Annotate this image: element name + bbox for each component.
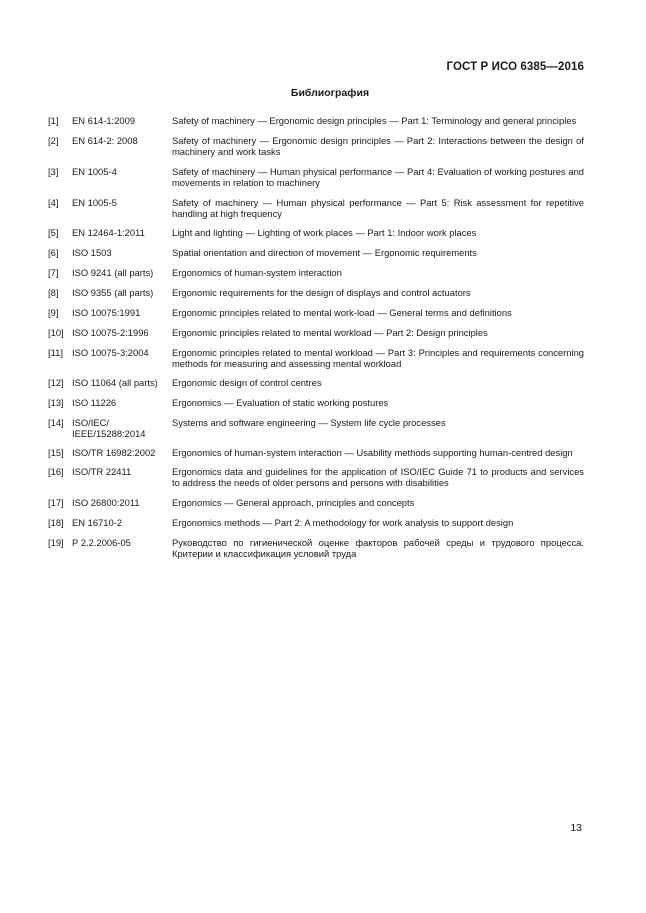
entry-standard-code: ISO 11226 xyxy=(72,397,117,408)
entry-number: [4] xyxy=(48,197,59,208)
entry-number: [14] xyxy=(48,417,64,428)
bibliography-entry xyxy=(48,466,584,488)
entry-title: Spatial orientation and direction of movement — Ergonomic requirements xyxy=(172,247,477,258)
entry-title: Ergonomic principles related to mental workload — Part 3: Principles and requirements concerning methods for measuring and assessing mental workload xyxy=(172,347,584,369)
entry-standard-code: ISO/TR 22411 xyxy=(72,466,132,477)
entry-standard-code: ISO 9355 (all parts) xyxy=(72,287,154,298)
entry-standard-code: ISO/IEC/ IEEE/15288:2014 xyxy=(72,417,146,439)
entry-standard-code: ISO 9241 (all parts) xyxy=(72,267,154,278)
entry-title: Light and lighting — Lighting of work places — Part 1: Indoor work places xyxy=(172,227,477,238)
entry-standard-code: ISO 11064 (all parts) xyxy=(72,377,158,388)
entry-number: [7] xyxy=(48,267,59,278)
entry-title: Ergonomic requirements for the design of displays and control actuators xyxy=(172,287,471,298)
entry-title: Ergonomics — General approach, principles and concepts xyxy=(172,497,415,508)
bibliography-entry xyxy=(48,166,584,188)
bibliography-entry xyxy=(48,327,584,338)
entry-number: [11] xyxy=(48,347,63,358)
entry-title: Ergonomics of human-system interaction xyxy=(172,267,342,278)
bibliography-entry xyxy=(48,135,584,157)
bibliography-entry xyxy=(48,517,584,528)
entry-number: [3] xyxy=(48,166,59,177)
entry-standard-code: EN 1005-4 xyxy=(72,166,117,177)
entry-title: Safety of machinery — Ergonomic design principles — Part 1: Terminology and general principles xyxy=(172,115,577,126)
bibliography-entry xyxy=(48,197,584,219)
entry-title: Ergonomic principles related to mental work-load — General terms and definitions xyxy=(172,307,512,318)
entry-title: Ergonomics data and guidelines for the application of ISO/IEC Guide 71 to products and services to address the needs of older persons and persons with disabilities xyxy=(172,466,584,488)
entry-standard-code: ISO 26800:2011 xyxy=(72,497,140,508)
entry-number: [5] xyxy=(48,227,59,238)
entry-number: [8] xyxy=(48,287,59,298)
entry-title: Ergonomics of human-system interaction — Usability methods supporting human-centred design xyxy=(172,447,573,458)
entry-number: [17] xyxy=(48,497,64,508)
entry-title: Systems and software engineering — System life cycle processes xyxy=(172,417,446,428)
entry-number: [1] xyxy=(48,115,59,126)
entry-standard-code: ISO 1503 xyxy=(72,247,112,258)
entry-title: Руководство по гигиенической оценке факторов рабочей среды и трудового процесса. Критерии и классификация условий труда xyxy=(172,537,584,559)
bibliography-list xyxy=(48,115,584,568)
entry-standard-code: EN 12464-1:2011 xyxy=(72,227,145,238)
entry-title: Ergonomics — Evaluation of static working postures xyxy=(172,397,389,408)
standard-header: ГОСТ Р ИСО 6385—2016 xyxy=(446,61,584,73)
entry-standard-code: EN 614-1:2009 xyxy=(72,115,136,126)
bibliography-entry xyxy=(48,497,584,508)
entry-number: [18] xyxy=(48,517,64,528)
entry-title: Safety of machinery — Human physical performance — Part 5: Risk assessment for repetitive handling at high frequency xyxy=(172,197,584,219)
entry-number: [10] xyxy=(48,327,64,338)
bibliography-entry xyxy=(48,287,584,298)
entry-standard-code: ISO 10075-2:1996 xyxy=(72,327,149,338)
entry-number: [2] xyxy=(48,135,59,146)
bibliography-entry xyxy=(48,227,584,238)
entry-standard-code: EN 614-2: 2008 xyxy=(72,135,138,146)
entry-title: Ergonomic principles related to mental workload — Part 2: Design principles xyxy=(172,327,488,338)
bibliography-entry xyxy=(48,247,584,258)
entry-number: [13] xyxy=(48,397,64,408)
entry-number: [15] xyxy=(48,447,64,458)
entry-standard-code: EN 1005-5 xyxy=(72,197,117,208)
entry-number: [19] xyxy=(48,537,64,548)
entry-title: Safety of machinery — Ergonomic design principles — Part 2: Interactions between the design of machinery and work tasks xyxy=(172,135,584,157)
bibliography-entry xyxy=(48,267,584,278)
entry-standard-code: ISO 10075-3:2004 xyxy=(72,347,149,358)
bibliography-entry xyxy=(48,307,584,318)
entry-number: [6] xyxy=(48,247,59,258)
entry-standard-code: ISO 10075:1991 xyxy=(72,307,141,318)
entry-title: Safety of machinery — Human physical performance — Part 4: Evaluation of working postures and movements in relation to machinery xyxy=(172,166,584,188)
entry-standard-code: Р 2.2.2006-05 xyxy=(72,537,131,548)
bibliography-entry xyxy=(48,115,584,126)
entry-number: [12] xyxy=(48,377,64,388)
entry-title: Ergonomic design of control centres xyxy=(172,377,322,388)
bibliography-entry xyxy=(48,347,584,369)
bibliography-entry xyxy=(48,397,584,408)
entry-standard-code: EN 16710-2 xyxy=(72,517,123,528)
entry-title: Ergonomics methods — Part 2: A methodology for work analysis to support design xyxy=(172,517,514,528)
bibliography-entry xyxy=(48,417,584,439)
bibliography-entry xyxy=(48,447,584,458)
bibliography-title: Библиография xyxy=(290,87,370,99)
entry-standard-code: ISO/TR 16982:2002 xyxy=(72,447,156,458)
entry-number: [9] xyxy=(48,307,59,318)
page-number: 13 xyxy=(570,822,582,834)
bibliography-entry xyxy=(48,377,584,388)
entry-number: [16] xyxy=(48,466,64,477)
bibliography-entry xyxy=(48,537,584,559)
